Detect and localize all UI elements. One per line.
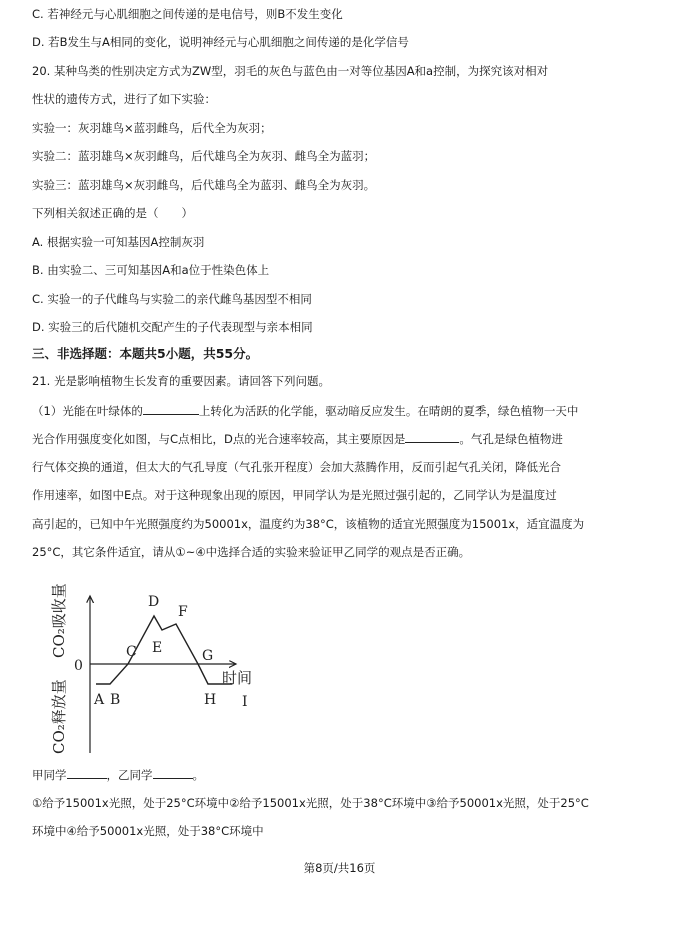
answer-line [32,766,204,783]
option-line-2: 环境中④给予50001x光照，处于38°C环境中 [32,824,264,838]
point-label-a: A [94,692,105,708]
text-line-experiment-2: 实验二：蓝羽雄鸟×灰羽雌鸟，后代雄鸟全为灰羽、雌鸟全为蓝羽； [32,149,376,163]
text-line-q20-prompt: 下列相关叙述正确的是（ ） [32,206,193,220]
y-axis-label-top: CO₂吸收量 [50,583,68,658]
text-line-option-a-20: A. 根据实验一可知基因A控制灰羽 [32,235,205,249]
q21-text-2a: 光合作用强度变化如图，与C点相比，D点的光合速率较高，其主要原因是 [32,432,406,446]
page-footer: 第8页/共16页 [303,861,376,875]
x-axis-label: 时间 [222,669,253,687]
text-line-option-c-20: C. 实验一的子代雌鸟与实验二的亲代雌鸟基因型不相同 [32,292,312,306]
section-heading: 三、非选择题：本题共5小题，共55分。 [32,346,259,361]
point-labels [93,594,248,710]
text-line-experiment-1: 实验一：灰羽雄鸟×蓝羽雌鸟，后代全为灰羽； [32,121,272,135]
q21-title: 21. 光是影响植物生长发育的重要因素。请回答下列问题。 [32,374,330,388]
q21-paragraph-line-1 [32,402,578,419]
text-line-experiment-3: 实验三：蓝羽雄鸟×灰羽雌鸟，后代雄鸟全为蓝羽、雌鸟全为灰羽。 [32,178,376,192]
origin-label: 0 [74,658,83,674]
text-line-option-d-20: D. 实验三的后代随机交配产生的子代表现型与亲本相同 [32,320,313,334]
point-label-g: G [202,648,214,664]
point-label-b: B [110,692,121,708]
point-label-d: D [148,594,160,610]
answer-blank-jia[interactable] [67,766,107,779]
point-label-c: C [126,644,137,660]
q21-text-1a: （1）光能在叶绿体的 [32,404,143,418]
q21-text-1b: 上转化为活跃的化学能，驱动暗反应发生。在晴朗的夏季，绿色植物一天中 [198,404,579,418]
answer-label-c: 。 [192,768,204,782]
point-label-e: E [152,640,163,656]
answer-blank-yi[interactable] [153,766,193,779]
point-label-h: H [204,692,217,708]
text-line-q20-title: 20. 某种鸟类的性别决定方式为ZW型，羽毛的灰色与蓝色由一对等位基因A和a控制，为探究该对相对 [32,64,549,78]
q21-paragraph-line-5: 高引起的，已知中午光照强度约为50001x，温度约为38°C，该植物的适宜光照强度为15001x，适宜温度为 [32,517,585,531]
q21-paragraph-line-2 [32,430,563,447]
answer-label-b: ，乙同学 [106,768,153,782]
text-line-option-b-20: B. 由实验二、三可知基因A和a位于性染色体上 [32,263,270,277]
y-axis-label-bottom: CO₂释放量 [50,679,68,754]
q21-text-2b: 。气孔是绿色植物进 [459,432,563,446]
q21-paragraph-line-4: 作用速率，如图中E点。对于这种现象出现的原因，甲同学认为是光照过强引起的，乙同学认为是温度过 [32,488,557,502]
photosynthesis-chart [40,568,300,768]
answer-label-a: 甲同学 [32,768,67,782]
q21-paragraph-line-3: 行气体交换的通道，但太大的气孔导度（气孔张开程度）会加大蒸腾作用，反而引起气孔关闭，降低光合 [32,460,561,474]
text-line-option-d-19: D. 若B发生与A相同的变化，说明神经元与心肌细胞之间传递的是化学信号 [32,35,409,49]
answer-blank-1[interactable] [143,402,199,415]
text-line-option-c-19: C. 若神经元与心肌细胞之间传递的是电信号，则B不发生变化 [32,7,343,21]
answer-blank-2[interactable] [405,430,459,443]
q21-paragraph-line-6: 25°C，其它条件适宜，请从①~④中选择合适的实验来验证甲乙同学的观点是否正确。 [32,545,471,559]
point-label-f: F [178,604,188,620]
point-label-i: I [242,694,248,710]
option-line-1: ①给予15001x光照，处于25°C环境中②给予15001x光照，处于38°C环境中③给予50001x光照，处于25°C [32,796,589,810]
text-line-q20-cont: 性状的遗传方式，进行了如下实验： [32,92,216,106]
